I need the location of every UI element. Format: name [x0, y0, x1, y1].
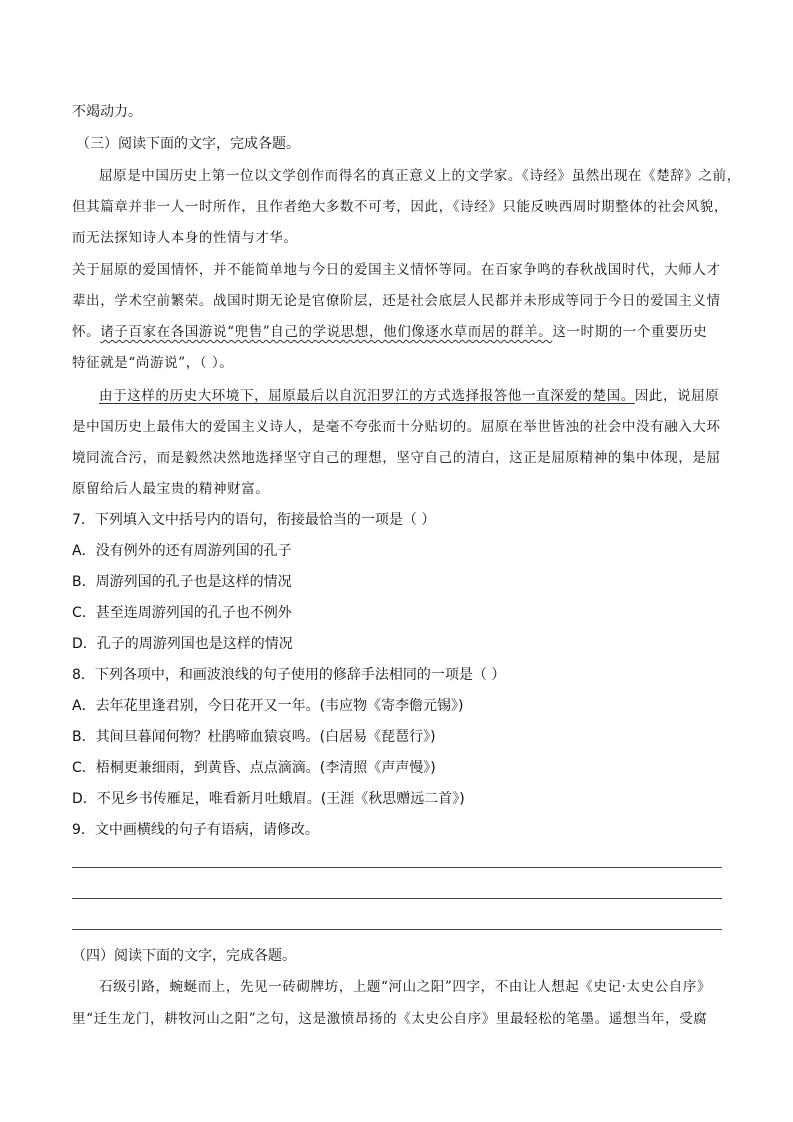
- answer-line-2[interactable]: [72, 898, 722, 899]
- s3-p3-line-1: [99, 386, 719, 406]
- q8-stem: 8．下列各项中，和画波浪线的句子使用的修辞手法相同的一项是（ ）: [72, 667, 506, 683]
- q7-option-b[interactable]: B．周游列国的孔子也是这样的情况: [72, 574, 292, 590]
- wavy-underlined-sentence: 诸子百家在各国游说“兜售”自己的学说思想，他们像逐水草而居的群羊。: [100, 324, 553, 340]
- section-4-heading: （四）阅读下面的文字，完成各题。: [72, 948, 296, 964]
- s3-p2-line-1: 关于屈原的爱国情怀，并不能简单地与今日的爱国主义情怀等同。在百家争鸣的春秋战国时代，大师人才: [72, 262, 721, 278]
- q7-option-d[interactable]: D．孔子的周游列国也是这样的情况: [72, 636, 293, 652]
- s3-p3-line-1-end: 因此，说屈原: [634, 388, 720, 404]
- s3-p3-line-3: 境同流合污，而是毅然决然地选择坚守自己的理想，坚守自己的清白，这正是屈原精神的集中体现，是屈: [72, 450, 721, 466]
- prev-paragraph-tail: 不竭动力。: [72, 104, 142, 120]
- q7-option-c[interactable]: C．甚至连周游列国的孔子也不例外: [72, 605, 292, 621]
- s4-line-1: 石级引路，蜿蜒而上，先见一砖砌牌坊，上题“河山之阳”四字，不由让人想起《史记·太史公自序》: [99, 979, 712, 995]
- answer-line-3[interactable]: [72, 929, 722, 930]
- s4-line-2: 里“迁生龙门，耕牧河山之阳”之句，这是激愤昂扬的《太史公自序》里最轻松的笔墨。遥想当年，受腐: [72, 1011, 708, 1027]
- s3-p1-line-1: 屈原是中国历史上第一位以文学创作而得名的真正意义上的文学家。《诗经》虽然出现在《楚辞》之前，: [99, 168, 741, 184]
- s3-p2-line-3-start: 怀。: [72, 324, 101, 340]
- underlined-sentence-with-error: 由于这样的历史大环境下，屈原最后以自沉汨罗江的方式选择报答他一直深爱的楚国。: [99, 388, 635, 404]
- s3-p1-line-3: 而无法探知诗人本身的性情与才华。: [72, 230, 298, 246]
- q8-option-a[interactable]: A．去年花里逢君别，今日花开又一年。(韦应物《寄李儋元锡》): [72, 698, 464, 714]
- q8-option-b[interactable]: B．其间旦暮闻何物？杜鹃啼血猿哀鸣。(白居易《琵琶行》): [72, 729, 436, 745]
- s3-p2-line-4: 特征就是“尚游说”，（ ）。: [72, 355, 234, 371]
- answer-line-1[interactable]: [72, 867, 722, 868]
- s3-p1-line-2: 但其篇章并非一人一时所作，且作者绝大多数不可考，因此，《诗经》只能反映西周时期整体的社会风貌，: [72, 199, 728, 215]
- s3-p2-line-3: [72, 322, 707, 342]
- s3-p3-line-4: 原留给后人最宝贵的精神财富。: [72, 481, 270, 497]
- section-3-heading: （三）阅读下面的文字，完成各题。: [76, 136, 300, 152]
- s3-p2-line-3-end: 这一时期的一个重要历史: [552, 324, 708, 340]
- q9-stem: 9．文中画横线的句子有语病，请修改。: [72, 822, 319, 838]
- q7-stem: 7．下列填入文中括号内的语句，衔接最恰当的一项是（ ）: [72, 512, 436, 528]
- s3-p2-line-2: 辈出，学术空前繁荣。战国时期无论是官僚阶层，还是社会底层人民都并未形成等同于今日的爱国主义情: [72, 293, 721, 309]
- q7-option-a[interactable]: A．没有例外的还有周游列国的孔子: [72, 543, 292, 559]
- q8-option-d[interactable]: D．不见乡书传雁足，唯看新月吐蛾眉。(王涯《秋思赠远二首》): [72, 791, 465, 807]
- q8-option-c[interactable]: C．梧桐更兼细雨，到黄昏、点点滴滴。(李清照《声声慢》): [72, 760, 436, 776]
- s3-p3-line-2: 是中国历史上最伟大的爱国主义诗人，是毫不夸张而十分贴切的。屈原在举世皆浊的社会中没有融入大环: [72, 419, 721, 435]
